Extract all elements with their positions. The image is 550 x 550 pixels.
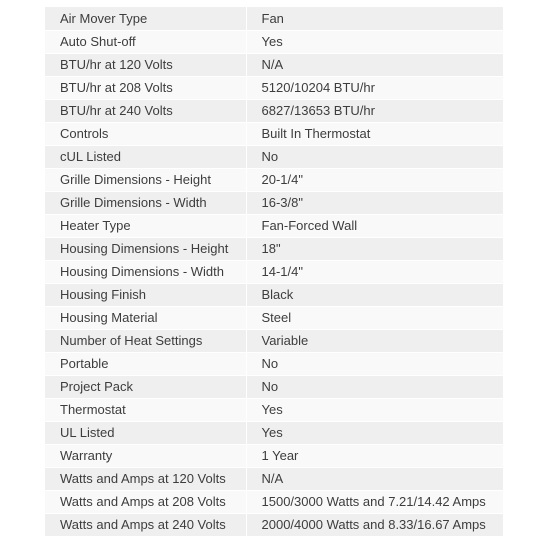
spec-label: Auto Shut-off: [45, 30, 246, 53]
spec-value: Fan: [246, 7, 503, 30]
spec-value: No: [246, 352, 503, 375]
spec-value: No: [246, 375, 503, 398]
spec-row: [45, 352, 503, 375]
spec-value: N/A: [246, 53, 503, 76]
spec-value: 16-3/8": [246, 191, 503, 214]
spec-value: Yes: [246, 30, 503, 53]
spec-row: [45, 122, 503, 145]
spec-row: [45, 99, 503, 122]
spec-row: [45, 191, 503, 214]
spec-value: 5120/10204 BTU/hr: [246, 76, 503, 99]
spec-row: [45, 237, 503, 260]
spec-value: 1 Year: [246, 444, 503, 467]
spec-label: Thermostat: [45, 398, 246, 421]
spec-row: [45, 168, 503, 191]
spec-label: Watts and Amps at 240 Volts: [45, 513, 246, 536]
spec-label: Watts and Amps at 208 Volts: [45, 490, 246, 513]
spec-label: Warranty: [45, 444, 246, 467]
spec-value: Fan-Forced Wall: [246, 214, 503, 237]
spec-row: [45, 375, 503, 398]
spec-label: Housing Material: [45, 306, 246, 329]
spec-label: UL Listed: [45, 421, 246, 444]
spec-label: Grille Dimensions - Width: [45, 191, 246, 214]
spec-label: BTU/hr at 208 Volts: [45, 76, 246, 99]
spec-value: Built In Thermostat: [246, 122, 503, 145]
spec-row: [45, 444, 503, 467]
spec-row: [45, 490, 503, 513]
spec-row: [45, 260, 503, 283]
spec-label: Portable: [45, 352, 246, 375]
spec-label: BTU/hr at 240 Volts: [45, 99, 246, 122]
spec-row: [45, 329, 503, 352]
spec-label: Grille Dimensions - Height: [45, 168, 246, 191]
spec-value: 18": [246, 237, 503, 260]
specifications-table: [45, 7, 503, 536]
spec-row: [45, 283, 503, 306]
spec-value: Yes: [246, 421, 503, 444]
spec-row: [45, 398, 503, 421]
spec-value: Variable: [246, 329, 503, 352]
spec-label: BTU/hr at 120 Volts: [45, 53, 246, 76]
spec-value: N/A: [246, 467, 503, 490]
spec-label: Housing Dimensions - Height: [45, 237, 246, 260]
spec-label: Controls: [45, 122, 246, 145]
specifications-table-body: [45, 7, 503, 536]
spec-label: Air Mover Type: [45, 7, 246, 30]
spec-row: [45, 145, 503, 168]
spec-value: 6827/13653 BTU/hr: [246, 99, 503, 122]
spec-row: [45, 467, 503, 490]
spec-row: [45, 306, 503, 329]
spec-row: [45, 7, 503, 30]
spec-value: 14-1/4": [246, 260, 503, 283]
spec-label: Housing Finish: [45, 283, 246, 306]
spec-value: 2000/4000 Watts and 8.33/16.67 Amps: [246, 513, 503, 536]
spec-label: Number of Heat Settings: [45, 329, 246, 352]
spec-label: Project Pack: [45, 375, 246, 398]
spec-value: Black: [246, 283, 503, 306]
spec-value: 1500/3000 Watts and 7.21/14.42 Amps: [246, 490, 503, 513]
spec-row: [45, 214, 503, 237]
spec-value: Yes: [246, 398, 503, 421]
spec-row: [45, 53, 503, 76]
spec-row: [45, 76, 503, 99]
spec-row: [45, 513, 503, 536]
spec-label: Housing Dimensions - Width: [45, 260, 246, 283]
spec-value: Steel: [246, 306, 503, 329]
spec-value: 20-1/4": [246, 168, 503, 191]
spec-value: No: [246, 145, 503, 168]
spec-label: Watts and Amps at 120 Volts: [45, 467, 246, 490]
spec-row: [45, 30, 503, 53]
spec-label: Heater Type: [45, 214, 246, 237]
spec-row: [45, 421, 503, 444]
spec-label: cUL Listed: [45, 145, 246, 168]
